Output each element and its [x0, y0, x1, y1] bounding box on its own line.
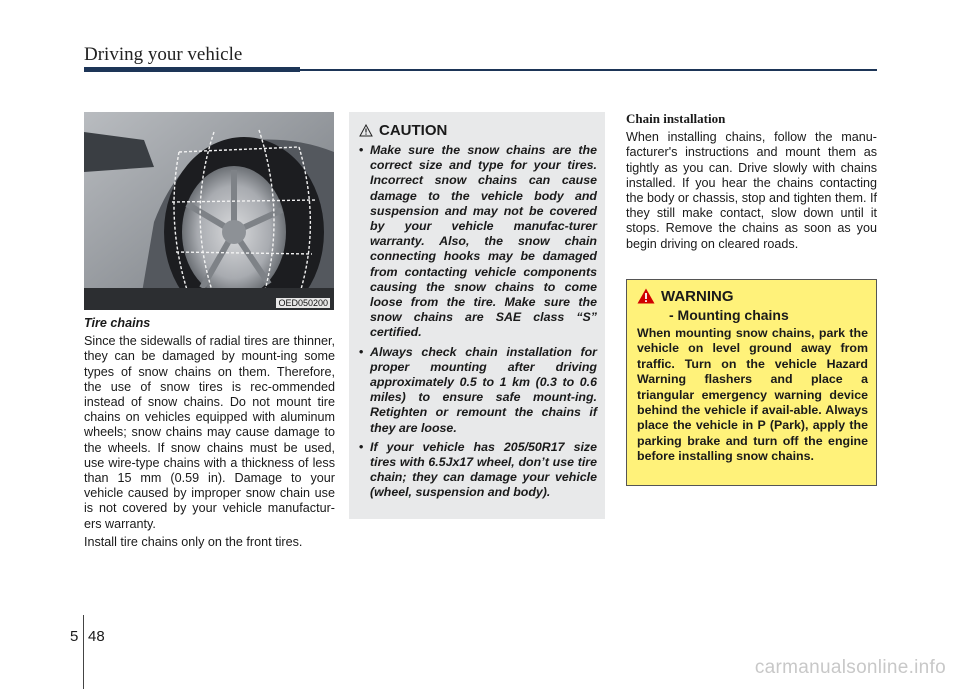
header-rule-thick — [84, 67, 300, 72]
tire-chains-paragraph: Since the sidewalls of radial tires are thinner, they can be damaged by mount-ing some types of snow chains on them. Therefore, the use of snow tires is rec-ommended instead of snow chains. Do not mount tire chains on vehicles equipped with aluminum wheels; snow chains may cause damage to the wheels. If snow chains must be used, use wire-type chains with a thickness of less than 15 mm (0.59 in). Damage to your vehicle caused by improper snow chain use is not covered by your vehicle manufactur-ers warranty. — [84, 334, 335, 531]
bullet-glyph: • — [359, 143, 364, 157]
chapter-number: 5 — [70, 628, 79, 645]
caution-triangle-icon — [359, 124, 373, 137]
caution-title: CAUTION — [379, 122, 448, 139]
watermark: carmanualsonline.info — [754, 657, 946, 678]
caution-item: • If your vehicle has 205/50R17 size tires with 6.5Jx17 wheel, don’t use tire chain; they can damage your vehicle (wheel, suspension and body). — [359, 439, 597, 500]
page-number: 48 — [88, 628, 105, 645]
caution-header — [359, 122, 597, 139]
tire-chain-photo — [84, 112, 334, 310]
chain-installation-section — [626, 111, 877, 252]
caution-list — [359, 143, 597, 501]
chain-installation-heading: Chain installation — [626, 111, 726, 126]
tire-chains-front-note: Install tire chains only on the front tires. — [84, 534, 303, 549]
caution-box — [349, 112, 605, 519]
warning-header — [637, 288, 868, 324]
warning-triangle-icon — [637, 288, 655, 304]
caution-item: • Always check chain installation for proper mounting after driving approximately 0.5 to 1 km (0.3 to 0.6 miles) to ensure safe mount-ing. Retighten or remount the chains if they are loose. — [359, 344, 597, 435]
warning-body: When mounting snow chains, park the vehicle on level ground away from traffic. Turn on the vehicle Hazard Warning flashers and place a triangular emergency warning device behind the vehicle if avail-able. Always place the vehicle in P (Park), apply the parking brake and turn off the engine before installing snow chains. — [637, 326, 868, 464]
caution-item: • Make sure the snow chains are the correct size and type for your tires. Incorrect snow chains can cause damage to the vehicle body and suspension and may not be covered by your vehicle manufac-turer warranty. Also, the snow chain connecting hooks may be damaged from contacting vehicle components causing the snow chains to come loose from the tire. Make sure the snow chains are SAE class “S” certified. — [359, 143, 597, 340]
bullet-glyph: • — [359, 344, 364, 359]
tire-chains-heading: Tire chains — [84, 316, 151, 330]
chain-installation-body: When installing chains, follow the manu-facturer's instructions and mount them as tightly as you can. Drive slowly with chains installed. If you hear the chains contacting the body or chassis, stop and tighten them. If they still make contact, slow down until it stops. Remove the chains as soon as you begin driving on cleared roads. — [626, 130, 877, 251]
photo-code: OED050200 — [278, 298, 328, 308]
warning-title: WARNING — [661, 288, 734, 305]
header-rule-thin — [300, 69, 877, 71]
page-header-title: Driving your vehicle — [84, 44, 243, 65]
tire-chain-illustration — [84, 112, 334, 310]
warning-subtitle: - Mounting chains — [669, 307, 789, 323]
footer-divider — [83, 615, 84, 689]
bullet-glyph: • — [359, 439, 364, 454]
warning-box — [626, 279, 877, 486]
tire-chains-section — [84, 316, 335, 553]
